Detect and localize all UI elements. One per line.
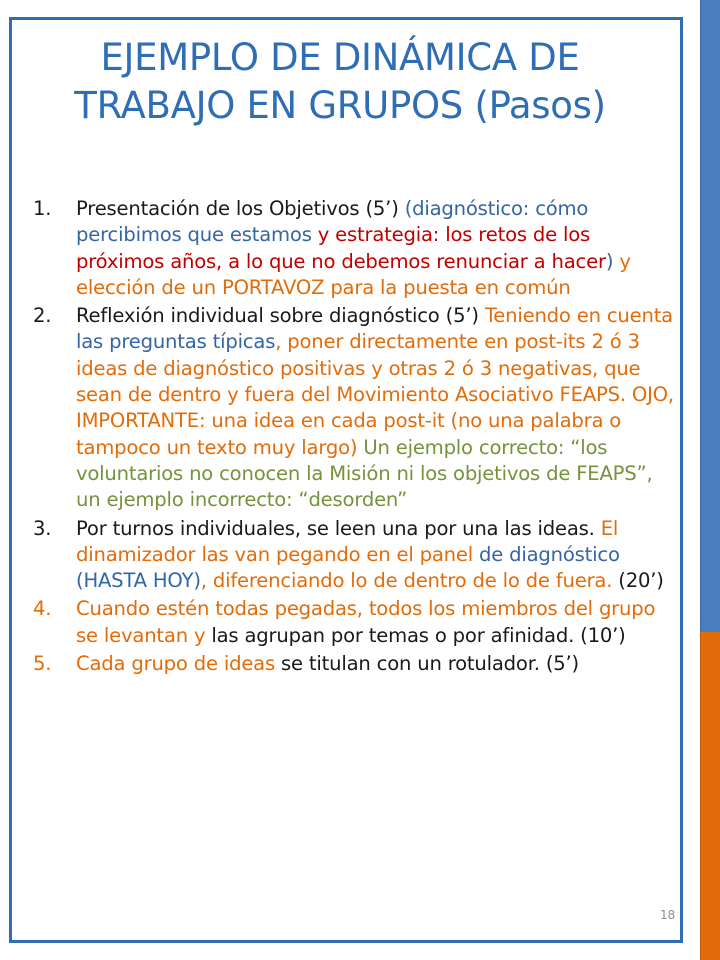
step-text: Teniendo en cuenta bbox=[484, 304, 673, 328]
step-text: , poner directamente en post-its 2 ó 3 ideas de diagnóstico positivas y otras 2 ó 3 negativas, que sean de dentro y fuera del Movimiento Asociativo FEAPS. OJO, IMPORTANTE: una idea en cada post-it (no una palabra o tampoco un texto muy largo) bbox=[76, 330, 674, 459]
step-text: se titulan con un rotulador. (5’) bbox=[281, 652, 580, 676]
step-text: y elección de un PORTAVOZ para la puesta en común bbox=[76, 249, 631, 299]
step-text: , diferenciando lo de dentro de lo de fuera. bbox=[200, 569, 619, 593]
step-number: 3. bbox=[33, 516, 52, 540]
step-text: las agrupan por temas o por afinidad. (10’) bbox=[211, 623, 626, 647]
step-number: 2. bbox=[33, 304, 52, 328]
steps-list bbox=[33, 196, 678, 679]
slide-title bbox=[30, 34, 650, 130]
step-text: El dinamizador las van pegando en el panel bbox=[76, 516, 619, 566]
step-text: Un ejemplo correcto: “los voluntarios no conocen la Misión ni los objetivos de FEAPS”, un ejemplo incorrecto: “desorden” bbox=[76, 435, 653, 512]
title-line-2: TRABAJO EN GRUPOS (Pasos) bbox=[74, 84, 606, 127]
step-4 bbox=[33, 596, 678, 649]
step-text: de diagnóstico (HASTA HOY) bbox=[76, 542, 620, 593]
step-text: Presentación de los Objetivos (5’) bbox=[76, 197, 405, 220]
step-text: (diagnóstico: cómo percibimos que estamos bbox=[76, 197, 589, 247]
step-text: Cuando estén todas pegadas, todos los miembros del grupo se levantan y bbox=[76, 597, 656, 647]
step-text: Por turnos individuales, se leen una por una las ideas. bbox=[76, 516, 601, 540]
title-line-1: EJEMPLO DE DINÁMICA DE bbox=[100, 36, 580, 79]
step-number: 1. bbox=[33, 197, 52, 220]
step-5 bbox=[33, 651, 678, 677]
step-text: y bbox=[317, 223, 336, 247]
side-accent-bar-blue bbox=[700, 0, 720, 632]
step-number: 4. bbox=[33, 597, 52, 621]
step-text: Cada grupo de ideas bbox=[76, 652, 282, 676]
step-2 bbox=[33, 303, 678, 513]
step-number: 5. bbox=[33, 652, 52, 676]
step-text: ) bbox=[605, 249, 620, 273]
side-accent-bar-orange bbox=[700, 632, 720, 960]
step-text: las preguntas típicas bbox=[76, 330, 276, 354]
step-text: (20’) bbox=[618, 569, 664, 593]
step-1 bbox=[33, 196, 678, 301]
step-text: Reflexión individual sobre diagnóstico (5’) bbox=[76, 304, 485, 328]
step-text: estrategia: los retos de los próximos años, a lo que no debemos renunciar a hacer bbox=[76, 223, 606, 273]
step-3 bbox=[33, 516, 678, 595]
page-number: 18 bbox=[660, 908, 676, 922]
